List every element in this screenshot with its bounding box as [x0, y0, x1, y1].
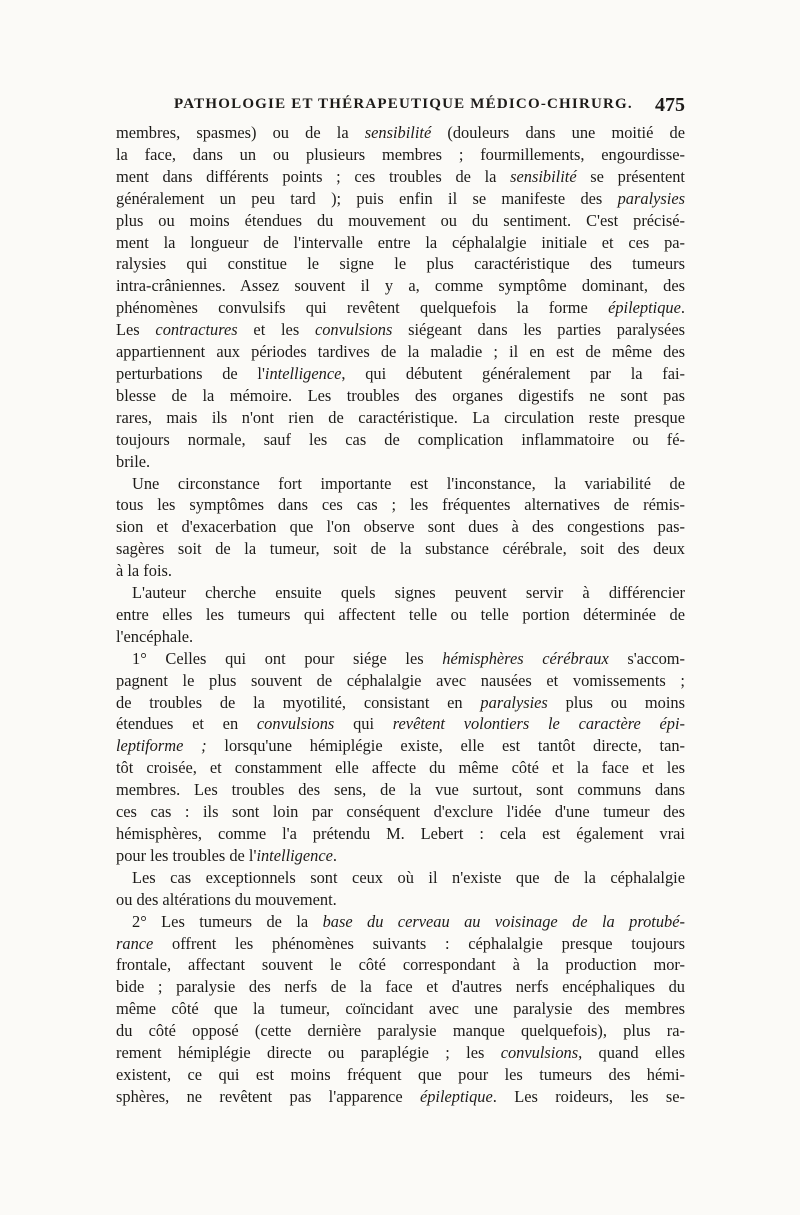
text-line: pagnent le plus souvent de céphalalgie avec nausées et vomissements ;: [116, 670, 685, 690]
text-line: membres, spasmes) ou de la sensibilité (douleurs dans une moitié de: [116, 123, 685, 142]
text-line: ces cas : ils sont loin par conséquent d'exclure l'idée d'une tumeur des: [116, 802, 685, 822]
text-line: existent, ce qui est moins fréquent que pour les tumeurs des hémi-: [116, 1064, 685, 1084]
text-line: sagères soit de la tumeur, soit de la substance cérébrale, soit des deux: [116, 539, 685, 559]
running-title: PATHOLOGIE ET THÉRAPEUTIQUE MÉDICO-CHIRURG.: [174, 96, 633, 112]
text-line: ment dans différents points ; ces troubles de la sensibilité se présentent: [116, 166, 685, 186]
text-line: brile.: [116, 451, 151, 471]
text-line: même côté que la tumeur, coïncidant avec une paralysie des membres: [116, 999, 685, 1019]
text-line: du côté opposé (cette dernière paralysie manque quelquefois), plus ra-: [116, 1021, 685, 1041]
text-line: intra-crâniennes. Assez souvent il y a, comme symptôme dominant, des: [116, 276, 685, 296]
text-line: Les contractures et les convulsions siégeant dans les parties paralysées: [116, 320, 685, 340]
text-line: entre elles les tumeurs qui affectent telle ou telle portion déterminée de: [116, 604, 685, 624]
book-page: [116, 92, 685, 1108]
text-line: ralysies qui constitue le signe le plus caractéristique des tumeurs: [116, 254, 685, 274]
text-line: tous les symptômes dans ces cas ; les fréquentes alternatives de rémis-: [116, 495, 685, 515]
body-text: [116, 122, 685, 1108]
text-line: perturbations de l'intelligence, qui débutent généralement par la fai-: [116, 363, 685, 383]
text-line: généralement un peu tard ); puis enfin il se manifeste des paralysies: [116, 188, 685, 208]
text-line: l'encéphale.: [116, 626, 194, 646]
text-line: tôt croisée, et constamment elle affecte du même côté et la face et les: [116, 758, 685, 778]
text-line: rares, mais ils n'ont rien de caractéristique. La circulation reste presque: [116, 407, 685, 427]
text-line: rance offrent les phénomènes suivants : céphalalgie presque toujours: [116, 933, 685, 953]
text-line: hémisphères, comme l'a prétendu M. Lebert : cela est également vrai: [116, 824, 685, 843]
text-line: 1° Celles qui ont pour siége les hémisphères cérébraux s'accom-: [132, 648, 685, 668]
text-line: bide ; paralysie des nerfs de la face et d'autres nerfs encéphaliques du: [116, 977, 685, 997]
running-head: [116, 92, 685, 122]
text-line: membres. Les troubles des sens, de la vue surtout, sont communs dans: [116, 780, 685, 800]
text-line: L'auteur cherche ensuite quels signes peuvent servir à différencier: [132, 583, 685, 603]
text-line: Les cas exceptionnels sont ceux où il n'existe que de la céphalalgie: [132, 867, 685, 887]
text-line: leptiforme ; lorsqu'une hémiplégie existe, elle est tantôt directe, tan-: [116, 736, 685, 756]
text-line: 2° Les tumeurs de la base du cerveau au voisinage de la protubé-: [132, 911, 685, 931]
text-line: sphères, ne revêtent pas l'apparence épileptique. Les roideurs, les se-: [116, 1086, 685, 1106]
page-number: 475: [655, 94, 685, 116]
text-line: toujours normale, sauf les cas de complication inflammatoire ou fé-: [116, 429, 685, 449]
text-line: blesse de la mémoire. Les troubles des organes digestifs ne sont pas: [116, 385, 685, 405]
text-line: à la fois.: [116, 561, 172, 581]
text-line: de troubles de la myotilité, consistant en paralysies plus ou moins: [116, 692, 685, 712]
text-line: pour les troubles de l'intelligence.: [116, 845, 338, 865]
text-line: frontale, affectant souvent le côté correspondant à la production mor-: [116, 955, 685, 975]
text-line: rement hémiplégie directe ou paraplégie ; les convulsions, quand elles: [116, 1043, 685, 1063]
text-line: ou des altérations du mouvement.: [116, 889, 337, 909]
text-line: Une circonstance fort importante est l'inconstance, la variabilité de: [132, 473, 685, 493]
text-line: étendues et en convulsions qui revêtent volontiers le caractère épi-: [116, 714, 686, 734]
text-line: la face, dans un ou plusieurs membres ; fourmillements, engourdisse-: [116, 144, 685, 164]
text-line: ment la longueur de l'intervalle entre la céphalalgie initiale et ces pa-: [116, 232, 685, 252]
text-line: sion et d'exacerbation que l'on observe sont dues à des congestions pas-: [116, 517, 685, 537]
text-line: appartiennent aux périodes tardives de la maladie ; il en est de même des: [116, 342, 685, 362]
text-line: phénomènes convulsifs qui revêtent quelquefois la forme épileptique.: [116, 298, 685, 318]
text-line: plus ou moins étendues du mouvement ou du sentiment. C'est précisé-: [116, 210, 685, 230]
